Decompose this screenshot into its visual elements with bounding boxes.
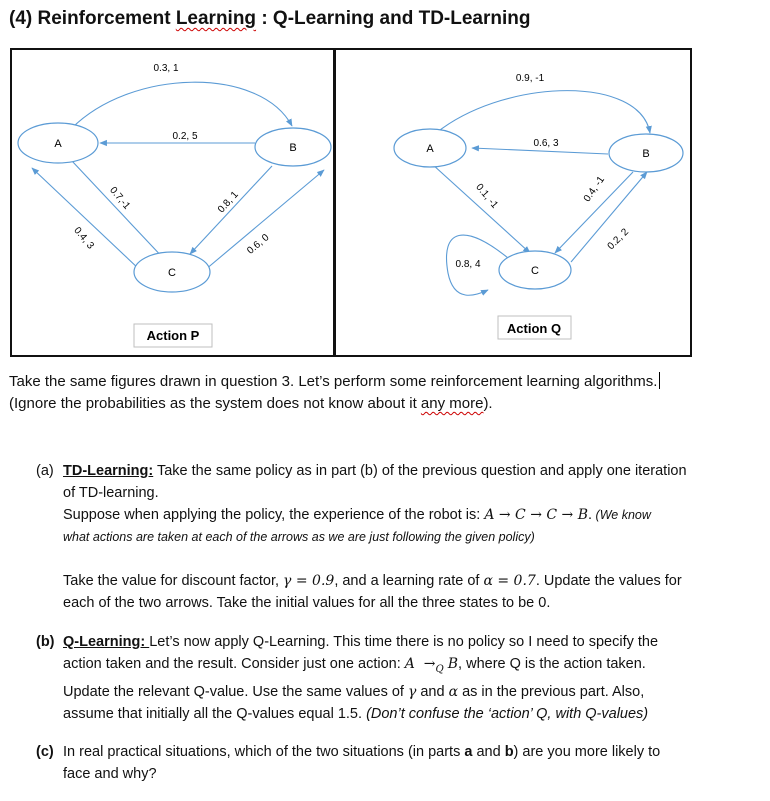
panel-q-frame xyxy=(335,49,691,356)
question-b-label: (b) xyxy=(36,634,55,650)
node-p-a-label: A xyxy=(54,138,62,150)
state-diagrams xyxy=(10,48,694,360)
node-q-c-label: C xyxy=(531,265,539,277)
question-c xyxy=(36,741,736,785)
label-p-c-to-b: 0.6, 0 xyxy=(245,232,272,257)
question-b-line-2-end: , where Q is the action taken. xyxy=(458,656,646,672)
label-p-c-to-a: 0.4, 3 xyxy=(71,225,96,252)
text-cursor xyxy=(659,372,660,389)
action-q-label: Action Q xyxy=(506,321,562,336)
question-b-alpha: α xyxy=(448,683,459,700)
intro-line-1-text: Take the same figures drawn in question 3. Let’s perform some reinforcement learning algorithms. xyxy=(9,373,658,390)
question-a-line-2: of TD-learning. xyxy=(63,485,159,501)
question-a-alpha: α = 0.7 xyxy=(483,573,536,589)
question-b-line-4-text: assume that initially all the Q-values equal 1.5. xyxy=(63,705,367,722)
diagram-action-p xyxy=(11,49,334,356)
question-b-note: (Don’t confuse the ‘action’ Q, with Q-values) xyxy=(366,705,649,722)
question-a xyxy=(36,460,736,614)
question-b-action-subscript: Q xyxy=(435,663,444,675)
edge-p-a-to-b xyxy=(70,82,292,130)
question-b-action-arrow: A → xyxy=(404,656,436,672)
diagram-action-q xyxy=(335,49,691,356)
page-title xyxy=(9,8,531,30)
label-p-a-to-b: 0.3, 1 xyxy=(153,63,179,74)
question-a-heading: TD-Learning: xyxy=(63,463,154,479)
question-c-line-1-a: In real practical situations, which of the two situations (in parts xyxy=(63,744,465,760)
node-q-a-label: A xyxy=(426,143,434,155)
edge-p-c-to-b xyxy=(205,170,324,270)
intro-line-1 xyxy=(9,371,759,393)
title-prefix: (4) Reinforcement xyxy=(9,8,176,29)
intro-line-2-start: (Ignore the probabilities as the system does not know about it xyxy=(9,395,421,412)
question-b-line-3-text2: and xyxy=(416,683,449,700)
title-rest: : Q-Learning and TD-Learning xyxy=(256,8,531,29)
question-c-line-1-c: ) are you more likely to xyxy=(513,744,661,760)
question-c-line-1-b: and xyxy=(472,744,505,760)
intro-line-2-end: ). xyxy=(483,395,493,412)
label-q-b-to-a: 0.6, 3 xyxy=(533,138,559,149)
intro-line-2 xyxy=(9,393,759,415)
question-b-heading: Q-Learning: xyxy=(63,634,150,650)
question-a-gamma: γ = 0.9 xyxy=(283,573,335,589)
question-b-line-3-text1: Update the relevant Q-value. Use the same values of xyxy=(63,683,408,700)
question-b xyxy=(36,631,736,725)
label-p-a-to-c: 0.7,-1 xyxy=(107,184,133,212)
question-c-part-a: a xyxy=(464,744,473,760)
label-p-b-to-a: 0.2, 5 xyxy=(172,131,198,142)
question-a-experience-sequence: A → C → C → B xyxy=(484,507,589,523)
action-p-label: Action P xyxy=(146,328,200,343)
question-a-line-5-text2: , and a learning rate of xyxy=(334,573,484,589)
edge-q-a-to-b xyxy=(440,91,650,133)
question-b-line-3-text3: as in the previous part. Also, xyxy=(458,683,645,700)
edge-p-c-to-a xyxy=(32,168,140,270)
label-q-b-to-c: 0.4, -1 xyxy=(581,174,608,205)
node-p-c-label: C xyxy=(168,267,176,279)
label-q-a-to-c: 0.1, -1 xyxy=(473,181,500,211)
question-a-line-5-text3: . Update the values for xyxy=(535,573,682,589)
label-q-c-to-b: 0.2, 2 xyxy=(605,226,632,253)
question-a-note-end: what actions are taken at each of the arrows as we are just following the given policy) xyxy=(63,530,535,544)
label-q-c-self: 0.8, 4 xyxy=(455,259,481,270)
question-a-line-5-text1: Take the value for discount factor, xyxy=(63,573,284,589)
title-learning-word: Learning xyxy=(175,8,257,29)
question-b-line-1: Let’s now apply Q-Learning. This time there is no policy so I need to specify the xyxy=(149,634,659,650)
question-c-part-b: b xyxy=(504,744,514,760)
question-b-action-target: B xyxy=(447,656,459,672)
question-c-line-2: face and why? xyxy=(63,766,157,782)
node-p-b-label: B xyxy=(289,142,297,154)
question-a-label: (a) xyxy=(36,463,54,479)
question-c-label: (c) xyxy=(36,744,54,760)
intro-paragraph xyxy=(9,371,759,415)
node-q-b-label: B xyxy=(642,148,650,160)
question-a-line-6: each of the two arrows. Take the initial values for all the three states to be 0. xyxy=(63,595,551,611)
question-a-line-3-text: Suppose when applying the policy, the experience of the robot is: xyxy=(63,507,485,523)
question-a-line-3-period: . xyxy=(588,507,593,523)
intro-line-2-wavy: any more xyxy=(420,395,484,412)
label-p-b-to-c: 0.8, 1 xyxy=(215,189,241,216)
label-q-a-to-b: 0.9, -1 xyxy=(515,73,545,84)
question-a-line-1: Take the same policy as in part (b) of the previous question and apply one iteration xyxy=(153,463,687,479)
question-b-gamma: γ xyxy=(407,683,417,700)
question-a-note-start: (We know xyxy=(592,508,651,522)
question-b-line-2-text: action taken and the result. Consider just one action: xyxy=(63,656,405,672)
